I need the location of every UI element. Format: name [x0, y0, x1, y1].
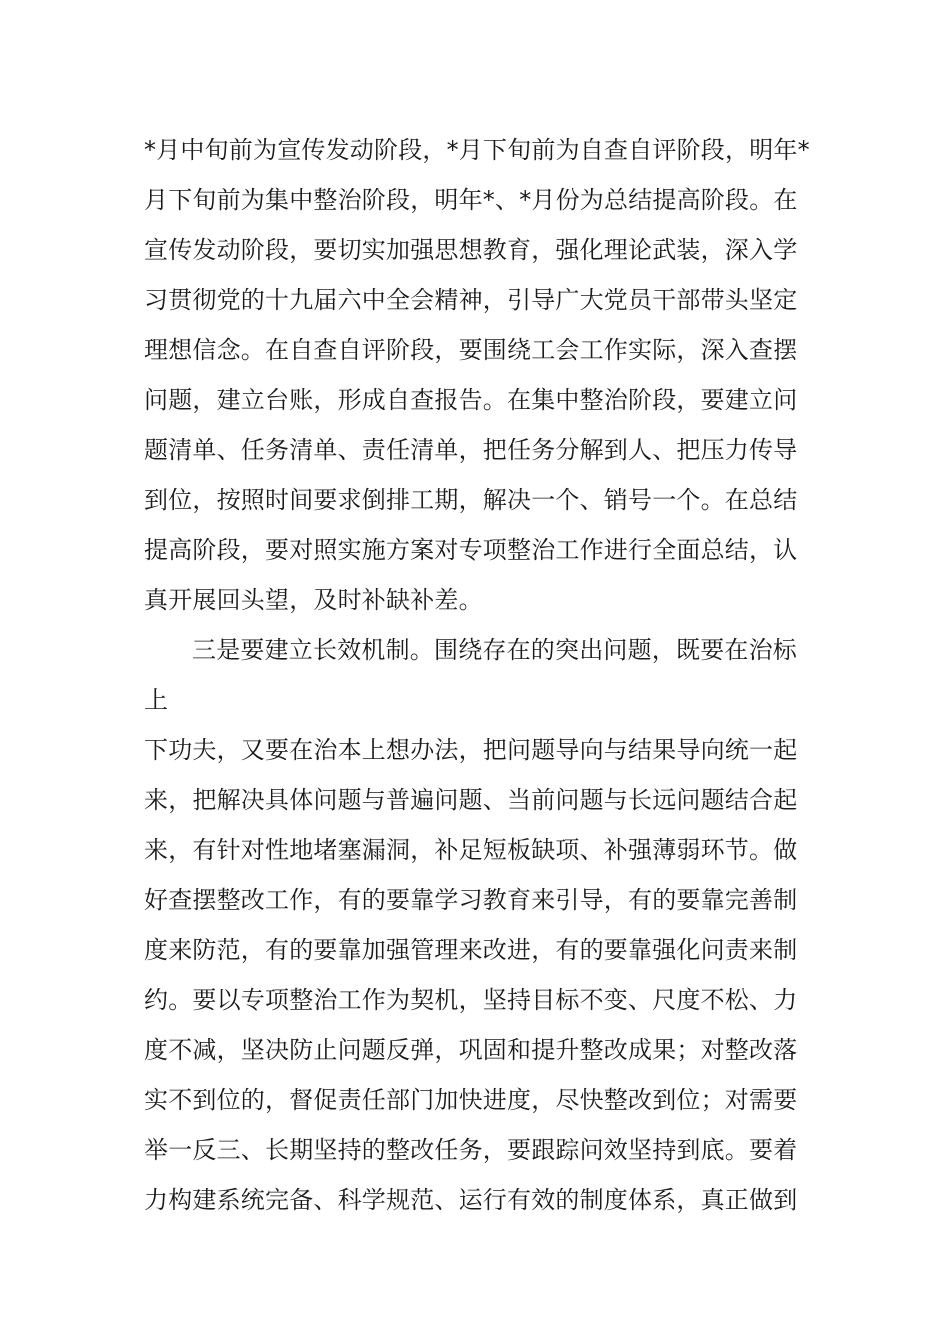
text-line: 真开展回头望，及时补缺补差。	[144, 586, 483, 614]
text-line: 力构建系统完备、科学规范、运行有效的制度体系，真正做到	[144, 1186, 798, 1214]
text-line: 三是要建立长效机制。围绕存在的突出问题，既要在治标	[192, 636, 797, 664]
text-line: 好查摆整改工作，有的要靠学习教育来引导，有的要靠完善制	[144, 886, 798, 914]
text-line: 提高阶段，要对照实施方案对专项整治工作进行全面总结，认	[144, 536, 798, 564]
text-line: 题清单、任务清单、责任清单，把任务分解到人、把压力传导	[144, 436, 798, 464]
text-line: 约。要以专项整治工作为契机，坚持目标不变、尺度不松、力	[144, 986, 798, 1014]
text-line: 来，把解决具体问题与普遍问题、当前问题与长远问题结合起	[144, 786, 798, 814]
text-line: 下功夫，又要在治本上想办法，把问题导向与结果导向统一起	[144, 736, 798, 764]
text-line: 度来防范，有的要靠加强管理来改进，有的要靠强化问责来制	[144, 936, 798, 964]
text-line: 问题，建立台账，形成自查报告。在集中整治阶段，要建立问	[144, 386, 798, 414]
text-line: 理想信念。在自查自评阶段，要围绕工会工作实际，深入查摆	[144, 336, 798, 364]
text-line: 宣传发动阶段，要切实加强思想教育，强化理论武装，深入学	[144, 236, 798, 264]
text-line: *月中旬前为宣传发动阶段，*月下旬前为自查自评阶段，明年*	[144, 136, 810, 164]
text-line: 到位，按照时间要求倒排工期，解决一个、销号一个。在总结	[144, 486, 798, 514]
text-line: 度不减，坚决防止问题反弹，巩固和提升整改成果；对整改落	[144, 1036, 798, 1064]
text-line: 习贯彻党的十九届六中全会精神，引导广大党员干部带头坚定	[144, 286, 798, 314]
text-line: 实不到位的，督促责任部门加快进度，尽快整改到位；对需要	[144, 1086, 798, 1114]
text-line: 月下旬前为集中整治阶段，明年*、*月份为总结提高阶段。在	[144, 186, 798, 214]
body-text	[144, 125, 824, 1225]
text-line: 举一反三、长期坚持的整改任务，要跟踪问效坚持到底。要着	[144, 1136, 798, 1164]
text-line: 来，有针对性地堵塞漏洞，补足短板缺项、补强薄弱环节。做	[144, 836, 798, 864]
text-line: 上	[144, 686, 169, 714]
